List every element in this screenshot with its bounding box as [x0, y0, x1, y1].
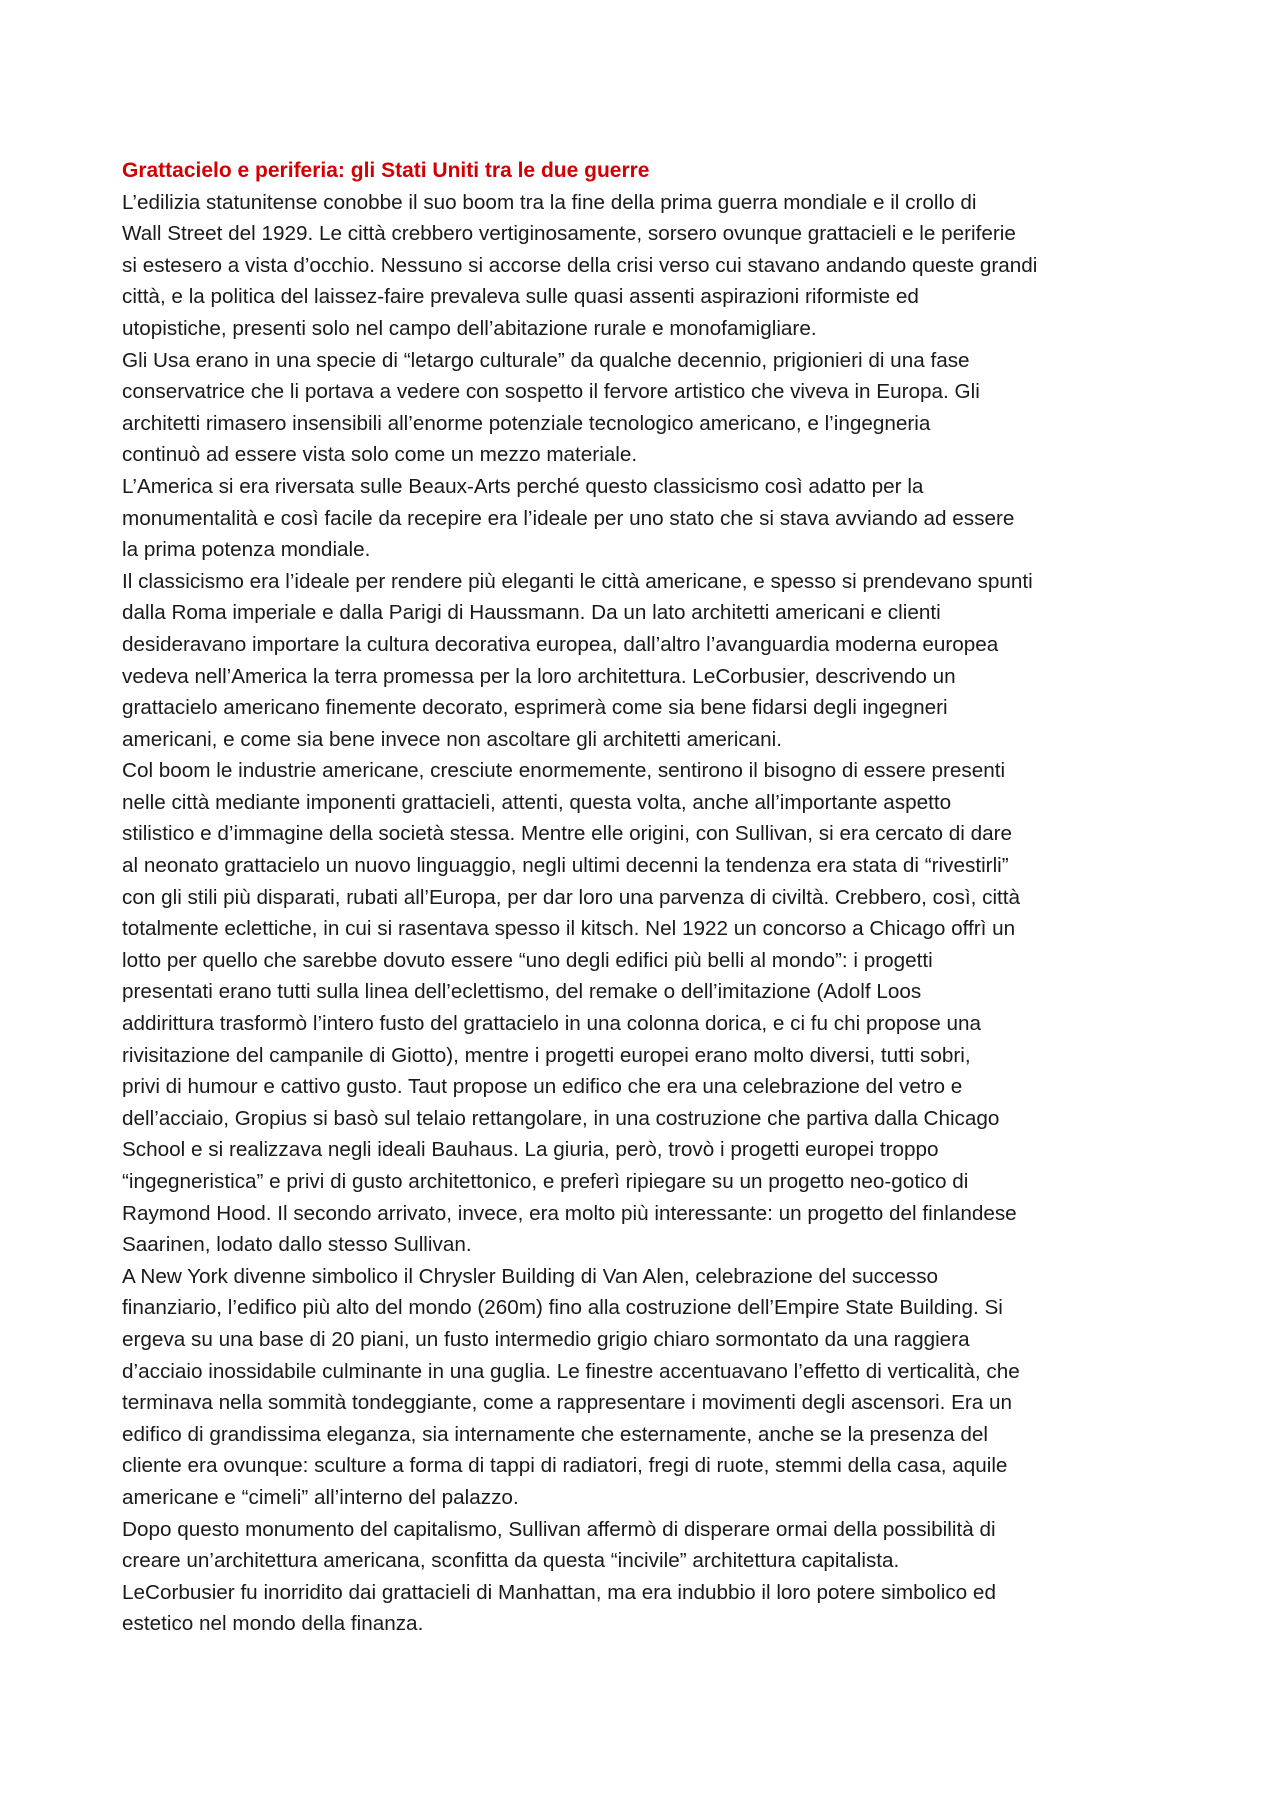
text-line: vedeva nell’America la terra promessa per la loro architettura. LeCorbusier, descrivendo un	[122, 664, 956, 688]
text-line: stilistico e d’immagine della società stessa. Mentre elle origini, con Sullivan, si era cercato di dare	[122, 822, 1012, 846]
text-line: utopistiche, presenti solo nel campo dell’abitazione rurale e monofamigliare.	[122, 316, 817, 340]
text-line: totalmente eclettiche, in cui si rasentava spesso il kitsch. Nel 1922 un concorso a Chicago offrì un	[122, 917, 1016, 941]
text-line: si estesero a vista d’occhio. Nessuno si accorse della crisi verso cui stavano andando queste grandi	[122, 253, 1038, 277]
text-line: monumentalità e così facile da recepire era l’ideale per uno stato che si stava avviando ad essere	[122, 506, 1015, 530]
text-line: architetti rimasero insensibili all’enorme potenziale tecnologico americano, e l’ingegneria	[122, 411, 931, 435]
document-content	[122, 155, 1167, 1640]
text-line: rivisitazione del campanile di Giotto), mentre i progetti europei erano molto diversi, tutti sobri,	[122, 1043, 971, 1067]
text-line: Gli Usa erano in una specie di “letargo culturale” da qualche decennio, prigionieri di una fase	[122, 348, 970, 372]
text-line: d’acciaio inossidabile culminante in una guglia. Le finestre accentuavano l’effetto di verticalità, che	[122, 1359, 1020, 1383]
text-line: Il classicismo era l’ideale per rendere più eleganti le città americane, e spesso si prendevano spunti	[122, 569, 1033, 593]
document-body	[122, 187, 1167, 1640]
text-line: lotto per quello che sarebbe dovuto essere “uno degli edifici più belli al mondo”: i progetti	[122, 948, 933, 972]
text-line: Saarinen, lodato dallo stesso Sullivan.	[122, 1233, 472, 1257]
text-line: addirittura trasformò l’intero fusto del grattacielo in una colonna dorica, e ci fu chi propose una	[122, 1012, 982, 1036]
text-line: desideravano importare la cultura decorativa europea, dall’altro l’avanguardia moderna europea	[122, 632, 999, 656]
text-line: School e si realizzava negli ideali Bauhaus. La giuria, però, trovò i progetti europei troppo	[122, 1138, 939, 1162]
text-line: presentati erano tutti sulla linea dell’eclettismo, del remake o dell’imitazione (Adolf Loos	[122, 980, 922, 1004]
text-line: LeCorbusier fu inorridito dai grattacieli di Manhattan, ma era indubbio il loro potere simbolico ed	[122, 1580, 996, 1604]
text-line: L’America si era riversata sulle Beaux-Arts perché questo classicismo così adatto per la	[122, 474, 924, 498]
text-line: privi di humour e cattivo gusto. Taut propose un edifico che era una celebrazione del vetro e	[122, 1075, 963, 1099]
text-line: dell’acciaio, Gropius si basò sul telaio rettangolare, in una costruzione che partiva dalla Chicago	[122, 1106, 1000, 1130]
text-line: edifico di grandissima eleganza, sia internamente che esternamente, anche se la presenza del	[122, 1422, 988, 1446]
text-line: ergeva su una base di 20 piani, un fusto intermedio grigio chiaro sormontato da una raggiera	[122, 1327, 970, 1351]
text-line: città, e la politica del laissez-faire prevaleva sulle quasi assenti aspirazioni riformiste ed	[122, 285, 919, 309]
text-line: “ingegneristica” e privi di gusto architettonico, e preferì ripiegare su un progetto neo-gotico di	[122, 1170, 969, 1193]
text-line: Wall Street del 1929. Le città crebbero vertiginosamente, sorsero ovunque grattacieli e le periferie	[122, 222, 1016, 246]
text-line: nelle città mediante imponenti grattacieli, attenti, questa volta, anche all’importante aspetto	[122, 790, 952, 814]
text-line: conservatrice che li portava a vedere con sospetto il fervore artistico che viveva in Europa. Gli	[122, 380, 980, 404]
text-line: L’edilizia statunitense conobbe il suo boom tra la fine della prima guerra mondiale e il crollo di	[122, 190, 977, 214]
text-line: creare un’architettura americana, sconfitta da questa “incivile” architettura capitalista.	[122, 1549, 900, 1573]
text-line: americane e “cimeli” all’interno del palazzo.	[122, 1485, 519, 1509]
text-line: con gli stili più disparati, rubati all’Europa, per dar loro una parvenza di civiltà. Crebbero, così, città	[122, 885, 1021, 909]
text-line: continuò ad essere vista solo come un mezzo materiale.	[122, 443, 638, 467]
text-line: Col boom le industrie americane, cresciute enormemente, sentirono il bisogno di essere presenti	[122, 759, 1006, 783]
text-line: al neonato grattacielo un nuovo linguaggio, negli ultimi decenni la tendenza era stata di “rivestirli”	[122, 854, 1009, 878]
text-line: estetico nel mondo della finanza.	[122, 1612, 424, 1636]
text-line: Raymond Hood. Il secondo arrivato, invece, era molto più interessante: un progetto del finlandese	[122, 1201, 1017, 1225]
document-title: Grattacielo e periferia: gli Stati Uniti tra le due guerre	[122, 159, 650, 182]
text-line: americani, e come sia bene invece non ascoltare gli architetti americani.	[122, 727, 783, 751]
text-line: cliente era ovunque: sculture a forma di tappi di radiatori, fregi di ruote, stemmi della casa, aquile	[122, 1454, 1008, 1478]
text-line: grattacielo americano finemente decorato, esprimerà come sia bene fidarsi degli ingegneri	[122, 696, 948, 720]
text-line: finanziario, l’edifico più alto del mondo (260m) fino alla costruzione dell’Empire State Building. Si	[122, 1296, 1003, 1320]
text-line: la prima potenza mondiale.	[122, 538, 371, 562]
text-line: A New York divenne simbolico il Chrysler Building di Van Alen, celebrazione del successo	[122, 1264, 939, 1288]
text-line: dalla Roma imperiale e dalla Parigi di Haussmann. Da un lato architetti americani e clienti	[122, 601, 941, 625]
text-line: terminava nella sommità tondeggiante, come a rappresentare i movimenti degli ascensori. Era un	[122, 1391, 1013, 1415]
text-line: Dopo questo monumento del capitalismo, Sullivan affermò di disperare ormai della possibilità di	[122, 1517, 996, 1541]
